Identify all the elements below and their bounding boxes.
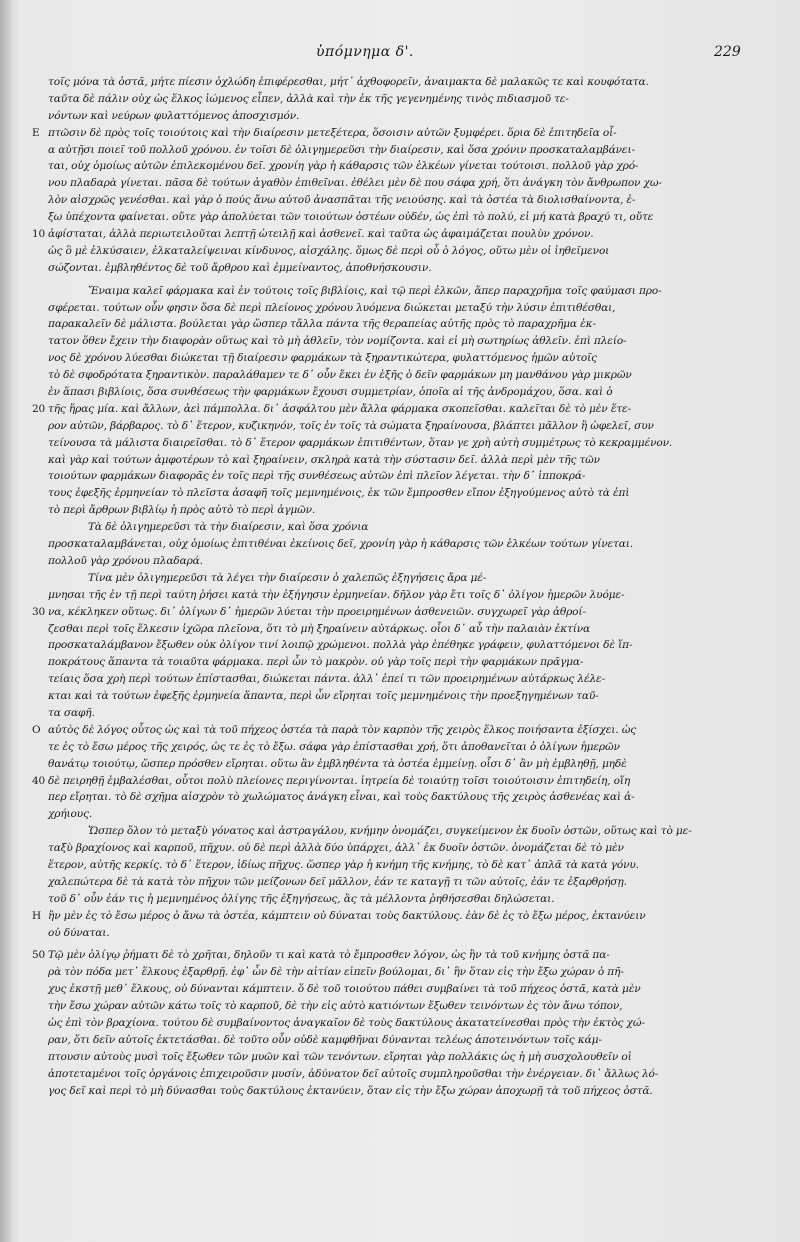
line-text: χαλεπώτερα δὲ τὰ κατὰ τὸν πῆχυν τῶν μείζονων δεῖ μᾶλλον, ἐάν τε καταγῇ τι τῶν αὐτοῖς, ἐάν τε ἐξαρθρήσῃ.: [48, 875, 627, 888]
line-text: ἀφίσταται, ἀλλὰ περιωτειλοῦται λεπτῇ ὠτειλῇ καὶ ἀσθενεῖ. καὶ ταῦτα ὡς ἀφαιμάζεται πουλὺν χρόνον.: [48, 228, 594, 241]
text-line: [32, 300, 776, 317]
text-line: [32, 384, 776, 401]
line-text: ἐν ἅπασι βιβλίοις, ὅσα συνθέσεως τὴν φαρμάκων ἔχουσι συμμετρίαν, ὁποῖα αἱ τῆς ἀνδρομάχου, ὅσα. καὶ ὁ: [48, 386, 613, 399]
line-text: πτουσιν αὐτοὺς μυσὶ τοῖς ἔξωθεν τῶν μυῶν καὶ τῶν τενόντων. εἴρηται γὰρ πολλάκις ὡς ἡ μὴ συσχολουθεῖν οἱ: [48, 1050, 632, 1063]
text-line: [32, 519, 776, 536]
text-line: [32, 367, 776, 384]
line-text: σφέρεται. τούτων οὖν φησιν ὅσα δὲ περὶ πλείονος χρόνου λυόμενα διώκεται μεταξύ τὴν λύσιν ἐπιτιθέσθαι,: [48, 301, 616, 314]
text-line: [32, 637, 776, 654]
line-text: να, κέκληκεν οὕτως. δι᾽ ὀλίγων δ᾽ ἡμερῶν λύεται τὴν προειρημένων ἀσθενειῶν. συγχωρεῖ γὰρ ἀθροί-: [48, 605, 586, 618]
text-line: [32, 260, 776, 277]
page-number: 229: [714, 44, 741, 60]
text-line: [32, 981, 776, 998]
text-line: [32, 435, 776, 452]
line-text: ποκράτους ἅπαντα τὰ τοιαῦτα φάρμακα. περὶ ὧν τὸ μακρὸν. οὐ γὰρ τοῖς περὶ τὴν φαρμάκων πρᾶγμα-: [48, 656, 584, 669]
line-text: ὡς ὃ μὲ ἑλκύσαιεν, ἐλκαταλείψειναι κίνδυνος, αἰσχάλης. ὅμως δὲ περὶ οὗ ὁ λόγος, οὕτω μὲν οἱ ἰηθεῖμενοι: [48, 244, 610, 257]
line-text: τείνουσα τὰ μάλιστα διαιρεῖσθαι. τὸ δ᾽ ἕτερον φαρμάκων ἐπιτιθέντων, ὅταν γε χρὴ αὐτὴ συμμέτρως τὸ κεκραμμένον.: [48, 436, 673, 449]
line-text: ρὰ τὸν πόδα μετ᾽ ἕλκους ἐξαρθρῇ. ἐφ᾽ ὧν δὲ τὴν αἰτίαν εἰπεῖν βούλομαι, δι᾽ ἣν ὅταν εἰς τὴν ἔξω χώραν ὁ πῆ-: [48, 966, 624, 979]
text-line: [32, 1049, 776, 1066]
line-text: κται καὶ τὰ τούτων ἐφεξῆς ἐρμηνεία ἅπαντα, περὶ ὧν εἴρηται τοῖς μεμνημένοις τὴν προεξηγημένων ταῦ-: [48, 690, 599, 703]
line-text: τους ἐφεξῆς ἐρμηνείαν τὸ πλεῖστα ἀσαφῆ τοῖς μεμνημένοις, ἐκ τῶν ἔμπροσθεν εἴπον ἐξηγούμενος αὐτὸ τὰ ἐπὶ: [48, 487, 630, 500]
running-head: ὑπόμνημα δ'.: [316, 44, 414, 60]
line-text: μνησαι τῆς ἐν τῇ περὶ ταύτη ῥήσει κατὰ τὴν ἐξήγησιν ἐρμηνείαν. δῆλον γὰρ ἔτι τοῖς δ᾽ ὀλίγον ἡμερῶν λυόμε-: [48, 588, 625, 601]
text-line: [32, 891, 776, 908]
line-text: α αὐτῇσι ποιεῖ τοῦ πολλοῦ χρόνου. ἐν τοῖσι δὲ ὀλιγημερεῦσι τὴν διαίρεσιν, καὶ ὅσα χρόνιν προσκαταλαμβάνει-: [48, 143, 635, 156]
text-line: [32, 908, 776, 925]
text-line: [32, 925, 776, 942]
line-text: τῆς ἥρας μία. καὶ ἄλλων, ἀεὶ πάμπολλα. δι᾽ ἀσφάλτου μὲν ἄλλα φάρμακα σκοπεῖσθαι. καλεῖται δὲ τὸ μὲν ἕτε-: [48, 402, 632, 415]
text-line: [32, 243, 776, 260]
margin-marker: 10: [32, 228, 46, 241]
text-line: [32, 536, 776, 553]
text-line: [32, 316, 776, 333]
text-line: [32, 1015, 776, 1032]
text-line: [32, 773, 776, 790]
text-line: [32, 671, 776, 688]
text-line: [32, 226, 776, 243]
text-line: [32, 91, 776, 108]
text-line: [32, 874, 776, 891]
line-text: θανάτῳ τοιούτῳ, ὥσπερ πρόσθεν εἴρηται. οὕτω ἂν ἐμβληθέντα τὰ ὀστέα ἐμμείνῃ. οἷσι δ᾽ ἂν μὴ ἐμβληθῇ, μηδὲ: [48, 757, 627, 770]
line-text: δὲ πειρηθῇ ἐμβαλέσθαι, οὗτοι πολὺ πλείονες περιγίνονται. ἰητρεία δὲ τοιαύτῃ τοῖσι τοιούτοισιν ἐπιτηδείη, οἵη: [48, 774, 631, 787]
text-line: [32, 688, 776, 705]
margin-marker: 20: [32, 402, 46, 415]
text-line: [32, 840, 776, 857]
text-line: [32, 452, 776, 469]
text-line: [32, 621, 776, 638]
line-text: ὡς ἐπὶ τὸν βραχίονα. τούτου δὲ συμβαίνοντος ἀναγκαῖον δὲ τοὺς δακτύλους ἀκατατείνεσθαι πρὸς τὴν ἐκτὸς χώ-: [48, 1016, 645, 1029]
line-text: τοιούτων φαρμάκων διαφορᾶς ἐν τοῖς περὶ τῆς συνθέσεως αὐτῶν ἐπὶ πλεῖον λέγεται. τὴν δ᾽ ἱπποκρά-: [48, 470, 586, 483]
line-text: χυς ἐκστῇ μεθ᾽ ἕλκους, οὐ δύνανται κάμπτειν. ὅ δὲ τοῦ τοιούτου πάθει συμβαίνει τὰ τοῦ πήχεος ὀστᾶ, κατὰ μὲν: [48, 983, 641, 996]
line-text: πολλοῦ γὰρ χρόνου πλαδαρά.: [48, 554, 203, 567]
text-line: [32, 998, 776, 1015]
text-line: [32, 739, 776, 756]
text-line: [32, 142, 776, 159]
line-text: νος δὲ χρόνου λύεσθαι διώκεται τῇ διαίρεσιν φαρμάκων τὰ ξηραντικώτερα, φυλαττόμενος ἡμῶν αὐτοῖς: [48, 352, 597, 365]
text-line: [32, 857, 776, 874]
text-line: [32, 705, 776, 722]
line-text: νόντων καὶ νεύρων φυλαττόμενος ἀποσχισμόν.: [48, 109, 300, 122]
line-text: ταξὺ βραχίονος καὶ καρποῦ, πῆχυν. οὐ δὲ περὶ ἀλλὰ δύο ὑπάρχει, ἀλλ᾽ ἐκ δυοῖν ὀστῶν. ὀνομάζεται δὲ τὸ μὲν: [48, 842, 624, 855]
line-text: τοῖς μόνα τὰ ὀστᾶ, μήτε πίεσιν ὀχλώδη ἐπιφέρεσθαι, μήτ᾽ ἀχθοφορεῖν, ἀναιμακτα δὲ μαλακῶς τε καὶ κουφότατα.: [48, 76, 649, 88]
text-line: [32, 468, 776, 485]
text-line: [32, 1032, 776, 1049]
line-text: τὸ περὶ ἄρθρων βιβλίῳ ἡ πρὸς αὐτὸ τὸ περὶ ἀγμῶν.: [48, 504, 316, 517]
text-line: [32, 350, 776, 367]
line-text: ἀποτεταμένοι τοῖς ὀργάνοις ἐπιχειροῦσιν μυσίν, ἀδύνατον δεῖ αὐτοῖς συμπληροῦσθαι τὴν ἐνέργειαν. δι᾽ ἄλλως λό-: [48, 1067, 659, 1080]
text-line: [32, 1083, 776, 1100]
text-line: [32, 823, 776, 840]
text-line: [32, 806, 776, 823]
text-line: [32, 947, 776, 964]
line-text: ραν, ὅτι δεῖν αὐτοῖς ἐκτετάσθαι. δὲ τοῦτο οὖν οὐδὲ καμφθῆναι δύνανται τελέως ἀποτεινόντων τοῖς κάμ-: [48, 1033, 602, 1046]
text-line: [32, 722, 776, 739]
text-line: [32, 654, 776, 671]
line-text: νου πλαδαρὰ γίνεται. πᾶσα δὲ τούτων ἀγαθὸν ἐπιθεῖναι. ἐθέλει μὲν δὲ που σάφα χρή, ὅτι ἀνάγκη τὸν ἄνθρωπον χω-: [48, 177, 662, 190]
line-text: καὶ γὰρ καὶ τούτων ἀμφοτέρων τὸ καὶ ξηραίνειν, σκληρὰ κατὰ τὴν σύστασιν δεῖ. ἀλλὰ περὶ μὲν τῆς τῶν: [48, 453, 600, 466]
binding-shadow: [0, 0, 14, 1242]
text-line: [32, 209, 776, 226]
text-line: [32, 1066, 776, 1083]
line-text: χρήιους.: [48, 808, 93, 821]
line-text: ἢν μὲν ἐς τὸ ἔσω μέρος ὁ ἄνω τὰ ὀστέα, κάμπτειν οὐ δύναται τοὺς δακτύλους. ἐὰν δὲ ἐς τὸ ἔξω μέρος, ἐκτανύειν: [48, 909, 646, 922]
text-line: [32, 587, 776, 604]
text-line: [32, 553, 776, 570]
line-text: πτῶσιν δὲ πρὸς τοῖς τοιούτοις καὶ τὴν διαίρεσιν μετεξέτερα, ὅσοισιν αὐτῶν ξυμφέρει. ὅρια δὲ ἐπιτηδεῖα οἷ-: [48, 126, 617, 139]
line-text: Τίνα μὲν ὀλιγημερεῦσι τὰ λέγει τὴν διαίρεσιν ὁ χαλεπῶς ἐξηγήσεις ἄρα μέ-: [88, 571, 487, 584]
margin-marker: O: [32, 723, 41, 736]
text-line: [32, 570, 776, 587]
line-text: προσκαταλάμβανον ἔξωθεν οὐκ ὀλίγον τινί λοιπῷ χρώμενοι. πολλὰ γὰρ ἐπέθηκε γράφειν, φυλαττόμενοι δὲ ἵπ-: [48, 639, 633, 652]
text-line: [32, 789, 776, 806]
text-line: [32, 108, 776, 125]
line-text: Ἔναιμα καλεῖ φάρμακα καὶ ἐν τούτοις τοῖς βιβλίοις, καὶ τῷ περὶ ἑλκῶν, ἅπερ παραχρῆμα τοῖς φαύμασι προ-: [88, 284, 662, 297]
line-text: αὐτὸς δὲ λόγος οὗτος ὡς καὶ τὰ τοῦ πήχεος ὀστέα τὰ παρὰ τὸν καρπὸν τῆς χειρὸς ἕλκος ποιήσαντα ἐξίσχει. ὡς: [48, 723, 637, 736]
line-text: τα σαφῆ.: [48, 706, 95, 719]
line-text: ἕτερον, αὐτῆς κερκίς. τὸ δ᾽ ἕτερον, ἰδίως πῆχυς. ὥσπερ γὰρ ἡ κνήμη τῆς κνήμης, τὸ δὲ κατ᾽ ἀπλᾶ τὰ κατὰ γόνυ.: [48, 858, 639, 871]
line-text: ξω ὑπέχοντα φαίνεται. οὔτε γὰρ ἀπολύεται τῶν τοιούτων ὀστέων οὐδέν, ὡς ἐπὶ τὸ πολύ, εἰ μή κατὰ βραχύ τι, οὔτε: [48, 211, 654, 224]
line-text: τε ἐς τὸ ἔσω μέρος τῆς χειρός, ὡς τε ἐς τὸ ἔξω. σάφα γὰρ ἐπίστασθαι χρή, ὅτι ἀποθανεῖται ὁ ὀλίγων ἡμερῶν: [48, 740, 620, 753]
line-text: τὸ δὲ σφοδρότατα ξηραντικὸν. παραλάθαμεν τε δ᾽ οὖν ἔκει ἐν ἑξῆς ὁ δεῖν φαρμάκων μη μανθάνου γὰρ μικρῶν: [48, 369, 632, 382]
text-line: [32, 125, 776, 142]
line-text: ρον αὐτῶν, βάρβαρος. τὸ δ᾽ ἕτερον, κυζικηνόν, τοῖς ἐν τοῖς τὰ σώματα ξηραίνουσα, βλάπτει μᾶλλον ἢ ὠφελεῖ, συν: [48, 419, 654, 432]
line-text: σώζονται. ἐμβληθέντος δὲ τοῦ ἄρθρου καὶ ἐμμείναντος, ἀποθνήσκουσιν.: [48, 261, 432, 274]
margin-marker: 30: [32, 605, 46, 618]
line-text: παρακαλεῖν δὲ μάλιστα. βούλεται γὰρ ὥσπερ τἄλλα πάντα τῆς θεραπείας αὐτῆς πρὸς τὸ παραχρῆμα ἐκ-: [48, 318, 596, 331]
line-text: τατον ὅθεν ἔχειν τὴν διαφορὰν οὕτως καὶ τὸ μὴ ἀθλεῖν, τὸν νομίζοντα. καὶ εἰ μὴ σωτηρίως ἀθλεῖν. ἐπὶ πλείο-: [48, 335, 627, 348]
line-text: ζεσθαι περὶ τοῖς ἕλκεσιν ἰχῶρα πλεῖονα, ὅτι τὸ μὴ ξηραίνειν αὐτάρκως. οἷοι δ᾽ αὖ τὴν παλαιὰν ἐκτίνα: [48, 622, 591, 635]
text-line: [32, 604, 776, 621]
text-line: [32, 756, 776, 773]
line-text: ταῦτα δὲ πάλιν οὐχ ὡς ἕλκος ἰώμενος εἶπεν, ἀλλὰ καὶ τὴν ἐκ τῆς γεγενημένης τινὸς πιδιασμοῦ τε-: [48, 92, 569, 105]
line-text: περ εἴρηται. τὸ δὲ σχῆμα αἰσχρὸν τὸ χωλώματος ἀνάγκη εἶναι, καὶ τοὺς δακτύλους τῆς χειρὸς ἀσθενέας καὶ ἀ-: [48, 791, 635, 804]
line-text: Τὰ δὲ ὀλιγημερεῦσι τὰ τὴν διαίρεσιν, καὶ ὅσα χρόνια: [88, 521, 369, 534]
line-text: λὸν αἰσχρῶς γενέσθαι. καὶ γὰρ ὁ πούς ἄνω αὐτοῦ ἀνασπᾶται τῆς νειούσης. καὶ τὰ ὀστέα τὰ διολισθαίνοντα, ἐ-: [48, 194, 636, 207]
line-text: Τῷ μὲν ὀλίγῳ ῥήματι δὲ τὸ χρῆται, δηλοῦν τι καὶ κατὰ τὸ ἔμπροσθεν λόγον, ὡς ἢν τὰ τοῦ κνήμης ὀστᾶ πα-: [48, 949, 610, 962]
text-line: [32, 964, 776, 981]
line-text: τοῦ δ᾽ οὖν ἐάν τις ἡ μεμνημένος ὀλίγης τῆς ἐξηγήσεως, ἃς τὰ μέλλοντα ῥηθήσεσθαι δηλώσεται.: [48, 892, 555, 905]
line-text: προσκαταλαμβάνεται, οὐχ ὁμοίως ἐπιτιθέναι ἐκείνοις δεῖ, χρονίη γὰρ ἡ κάθαρσις τῶν ἑλκέων τούτων γίνεται.: [48, 538, 633, 551]
text-line: [32, 418, 776, 435]
line-text: τείαις ὅσα χρὴ περὶ τούτων ἐπίστασθαι, διώκεται πάντα. ἀλλ᾽ ἐπεί τι τῶν προειρημένων αὐτάρκως λέλε-: [48, 673, 606, 686]
text-line: [32, 401, 776, 418]
text-line: [32, 502, 776, 519]
margin-marker: H: [32, 909, 42, 922]
line-text: ται, οὐχ ὁμοίως αὐτῶν ἐπιλεκομένου δεῖ. χρονίη γὰρ ἡ κάθαρσις τῶν ἑλκέων γίνεται τούτοισι. πολλοῦ γὰρ χρό-: [48, 160, 639, 173]
margin-marker: 50: [32, 949, 46, 962]
text-line: [32, 158, 776, 175]
line-text: Ὥσπερ ὅλον τὸ μεταξὺ γόνατος καὶ ἀστραγάλου, κνήμην ὀνομάζει, συγκείμενον ἐκ δυοῖν ὀστῶν, οὕτως καὶ τὸ με-: [88, 825, 692, 838]
margin-marker: E: [32, 126, 40, 139]
text-line: [32, 283, 776, 300]
line-text: γος δεῖ καὶ περὶ τὸ μὴ δύνασθαι τοὺς δακτύλους ἐκτανύειν, ὅταν εἰς τὴν ἔξω χώραν ἀποχωρῇ τὰ τοῦ πήχεος ὀστᾶ.: [48, 1084, 653, 1097]
page-header: [0, 44, 800, 66]
text-line: [32, 485, 776, 502]
text-line: [32, 175, 776, 192]
text-line: [32, 74, 776, 91]
line-text: τὴν ἔσω χώραν αὐτῶν κάτω τοῖς τὸ καρποῦ, δὲ τὴν εἰς αὐτὸ κατιόντων ἔξωθεν τεινόντων ἐς τὸν ἄνω τόπον,: [48, 1000, 623, 1013]
main-text: [32, 74, 776, 1099]
text-line: [32, 333, 776, 350]
margin-marker: 40: [32, 774, 46, 787]
text-line: [32, 192, 776, 209]
line-text: οὐ δύναται.: [48, 926, 110, 939]
